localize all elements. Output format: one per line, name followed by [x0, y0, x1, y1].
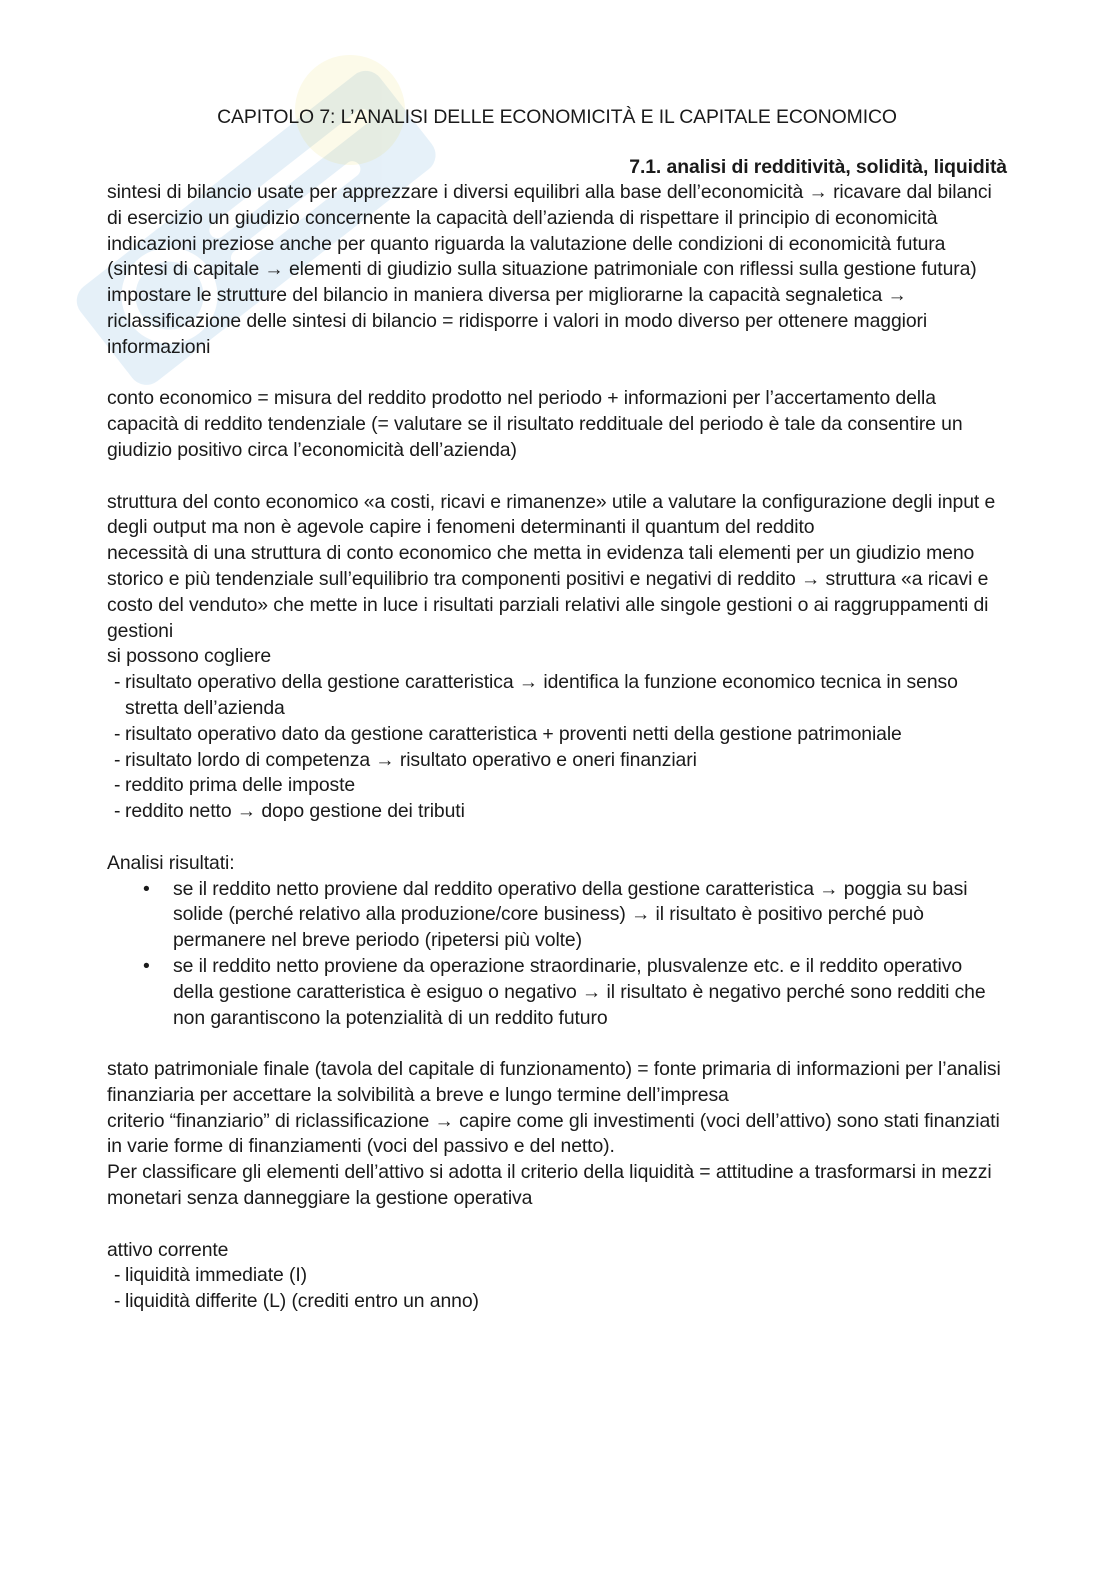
list-item: - risultato lordo di competenza → risultato operativo e oneri finanziari: [107, 748, 1007, 774]
paragraph: conto economico = misura del reddito prodotto nel periodo + informazioni per l’accertamento della capacità di reddito tendenziale (= valutare se il risultato reddituale del periodo è tale da consentire un giudizio positivo circa l’economicità dell’azienda): [107, 387, 963, 461]
paragraph: struttura del conto economico «a costi, ricavi e rimanenze» utile a valutare la configurazione degli input e degli output ma non è agevole capire i fenomeni determinanti il quantum del reddito: [107, 490, 996, 539]
analysis-heading: Analisi risultati:: [107, 851, 235, 874]
document-page: [107, 104, 1007, 1315]
list-item: • se il reddito netto proviene da operazione straordinarie, plusvalenze etc. e il reddito operativo della gestione caratteristica è esiguo o negativo → il risultato è negativo perché sono redditi che non garantiscono la potenzialità di un reddito futuro: [173, 954, 1007, 1031]
chapter-title: CAPITOLO 7: L’ANALISI DELLE ECONOMICITÀ E IL CAPITALE ECONOMICO: [217, 106, 897, 128]
section-heading: 7.1. analisi di redditività, solidità, liquidità: [629, 156, 1007, 178]
results-list: [107, 670, 1007, 825]
paragraph: Per classificare gli elementi dell’attivo si adotta il criterio della liquidità = attitudine a trasformarsi in mezzi monetari senza danneggiare la gestione operativa: [107, 1161, 992, 1210]
list-item: • se il reddito netto proviene dal reddito operativo della gestione caratteristica → poggia su basi solide (perché relativo alla produzione/core business) → il risultato è positivo perché può permanere nel breve periodo (ripetersi più volte): [173, 877, 1007, 954]
analysis-bullets: [107, 877, 1007, 1032]
list-item: - reddito prima delle imposte: [107, 773, 1007, 799]
list-item: - liquidità differite (L) (crediti entro un anno): [107, 1289, 1007, 1315]
paragraph: si possono cogliere: [107, 645, 272, 668]
list-item: - liquidità immediate (I): [107, 1263, 1007, 1289]
paragraph: indicazioni preziose anche per quanto riguarda la valutazione delle condizioni di economicità futura (sintesi di capitale → elementi di giudizio sulla situazione patrimoniale con riflessi sulla gestione futura): [107, 232, 977, 281]
paragraph: impostare le strutture del bilancio in maniera diversa per migliorarne la capacità segnaletica → riclassificazione delle sintesi di bilancio = ridisporre i valori in modo diverso per ottenere maggiori informazioni: [107, 284, 928, 358]
paragraph: sintesi di bilancio usate per apprezzare i diversi equilibri alla base dell’economicità → ricavare dal bilanci di esercizio un giudizio concernente la capacità dell’azienda di rispettare il principio di economicità: [107, 181, 992, 229]
paragraph: criterio “finanziario” di riclassificazione → capire come gli investimenti (voci dell’attivo) sono stati finanziati in varie forme di finanziamenti (voci del passivo e del netto).: [107, 1109, 1000, 1158]
paragraph: necessità di una struttura di conto economico che metta in evidenza tali elementi per un giudizio meno storico e più tendenziale sull’equilibrio tra componenti positivi e negativi di reddito → struttura «a ricavi e costo del venduto» che mette in luce i risultati parziali relativi alle singole gestioni o ai raggruppamenti di gestioni: [107, 542, 989, 642]
list-item: - risultato operativo dato da gestione caratteristica + proventi netti della gestione patrimoniale: [107, 722, 1007, 748]
list-item: - risultato operativo della gestione caratteristica → identifica la funzione economico tecnica in senso stretta dell’azienda: [107, 670, 1007, 722]
attivo-list: [107, 1263, 1007, 1315]
paragraph: stato patrimoniale finale (tavola del capitale di funzionamento) = fonte primaria di informazioni per l’analisi finanziaria per accettare la solvibilità a breve e lungo termine dell’impresa: [107, 1058, 1001, 1106]
list-item: - reddito netto → dopo gestione dei tributi: [107, 799, 1007, 825]
attivo-heading: attivo corrente: [107, 1238, 229, 1261]
